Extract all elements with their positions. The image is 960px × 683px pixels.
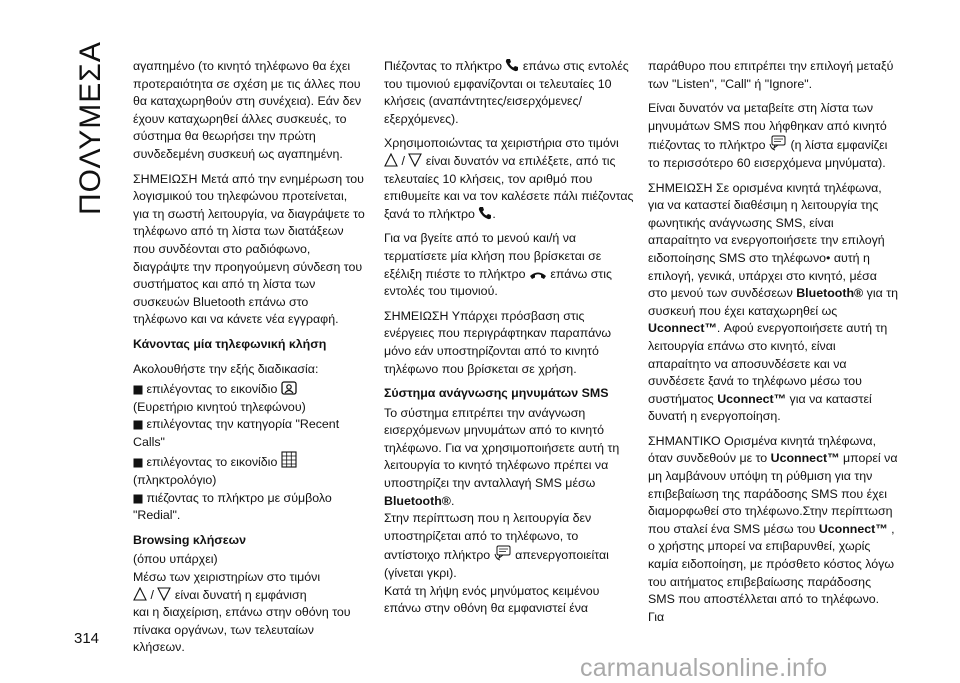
paragraph-sms-list: Είναι δυνατόν να μεταβείτε στη λίστα των μηνυμάτων SMS που λήφθηκαν από κινητό πιέζοντας το πλήκτρο (η λίστα εμφανίζει το περισσότερο 60 εισερχόμενα μηνύματα).: [648, 101, 888, 170]
step-redial: πιέζοντας το πλήκτρο με σύμβολο "Redial".: [133, 490, 332, 523]
step-keypad: επιλέγοντας το εικονίδιο (πληκτρολόγιο): [133, 451, 365, 489]
paragraph-sms-received: Κατά τη λήψη ενός μηνύματος κειμένου επάνω στην οθόνη θα εμφανιστεί ένα: [384, 583, 600, 616]
paragraph-exit-menu: Για να βγείτε από το μενού και/ή να τερματίσετε μία κλήση που βρίσκεται σε εξέλιξη πιέστε το πλήκτρο επάνω στις εντολές του τιμονιού.: [384, 231, 613, 299]
keypad-icon: [281, 451, 297, 468]
paragraph-sms-system: Το σύστημα επιτρέπει την ανάγνωση εισερχόμενων μηνυμάτων από το κινητό τηλέφωνο. Για να χρησιμοποιήσετε αυτή τη λειτουργία το κινητό τηλέφωνο πρέπει να υποστηρίζει την ανταλλαγή SMS μέσω Bluetooth®.: [384, 405, 620, 508]
arrow-down-icon: [408, 153, 422, 167]
paragraph-select-call: Χρησιμοποιώντας τα χειριστήρια στο τιμόνι / είναι δυνατόν να επιλέξετε, από τις τελευταίες 10 κλήσεις, τον αριθμό που επιθυμείτε και να τον καλέσετε πάλι πιέζοντας ξανά το πλήκτρο .: [384, 136, 634, 221]
phonebook-icon: [281, 380, 297, 395]
phone-call-icon: [478, 206, 492, 220]
heading-making-call: Κάνοντας μία τηλεφωνική κλήση: [133, 336, 327, 351]
important-delivery-receipt: ΣΗΜΑΝΤΙΚΟ Ορισμένα κινητά τηλέφωνα, όταν συνδεθούν με το Uconnect™ μπορεί να μη λαμβάνουν υπόψη τη ρύθμιση για την επιβεβαίωση της παράδοσης SMS που έχει διαμορφωθεί στο τηλέφωνο.Στην περίπτωση που σταλεί ένα SMS μέσω του Uconnect™ , ο χρήστης μπορεί να επιβαρυνθεί, χωρίς καμία ειδοποίηση, με πρόσθετο κόστος λόγω του αιτήματος επιβεβαίωσης παράδοσης SMS που αποστέλλεται από το τηλέφωνο. Για: [648, 433, 898, 624]
side-section-title: ΠΟΛΥΜΕΣΑ: [74, 41, 107, 215]
paragraph-sms-options: παράθυρο που επιτρέπει την επιλογή μεταξύ των "Listen", "Call" ή "Ignore".: [648, 59, 894, 91]
step-phonebook: επιλέγοντας το εικονίδιο (Ευρετήριο κινητού τηλεφώνου): [133, 382, 306, 414]
square-bullet-icon: [133, 494, 143, 504]
paragraph-browsing: (όπου υπάρχει) Μέσω των χειριστηρίων στο τιμόνι / είναι δυνατή η εμφάνιση και η διαχείριση, επάνω στην οθόνη του πίνακα οργάνων, των τελευταίων κλήσεων.: [133, 552, 351, 655]
step-recent-calls: επιλέγοντας την κατηγορία "Recent Calls": [133, 417, 340, 449]
hang-up-icon: [529, 270, 547, 280]
heading-sms-reader: Σύστημα ανάγνωσης μηνυμάτων SMS: [384, 386, 609, 401]
page-number: 314: [74, 630, 100, 647]
watermark: carmanualsonline.info: [580, 654, 828, 682]
note-access-actions: ΣΗΜΕΙΩΣΗ Υπάρχει πρόσβαση στις ενέργειες που περιγράφτηκαν παραπάνω μόνο εάν υποστηρίζονται από το κινητό τηλέφωνο που βρίσκεται σε χρήση.: [384, 308, 612, 376]
paragraph-procedure: Ακολουθήστε την εξής διαδικασία:: [133, 361, 319, 376]
phone-call-icon: [505, 58, 519, 72]
arrow-up-icon: [384, 153, 398, 167]
column-3: [648, 58, 898, 633]
sms-message-icon: [494, 545, 512, 561]
arrow-down-icon: [157, 587, 171, 601]
note-software-update: ΣΗΜΕΙΩΣΗ Μετά από την ενημέρωση του λογισμικού του τηλεφώνου προτείνεται, για τη σωστή λειτουργία, να διαγράψετε το τηλέφωνο από τη λίστα των διατάξεων που συνδέονται στο ραδιόφωνο, διαγράψτε την προηγούμενη σύνδεση του συστήματος και από τη λίστα των συσκευών Bluetooth επάνω στο τηλέφωνο και να κάνετε νέα εγγραφή.: [133, 171, 365, 327]
square-bullet-icon: [133, 458, 143, 468]
sms-message-icon: [769, 135, 787, 151]
heading-browsing-calls: Browsing κλήσεων: [133, 532, 246, 547]
arrow-up-icon: [133, 587, 147, 601]
column-1: [133, 58, 365, 664]
column-2: [384, 58, 634, 625]
note-sms-notification: ΣΗΜΕΙΩΣΗ Σε ορισμένα κινητά τηλέφωνα, για να καταστεί διαθέσιμη η λειτουργία της φωνητικής ανάγνωσης SMS, είναι απαραίτητο να ενεργοποιήσετε την επιλογή ειδοποίησης SMS στο τηλέφωνο• αυτή η επιλογή, γενικά, υπάρχει στο κινητό, μέσα στο μενού των συνδέσεων Bluetooth® για τη συσκευή που έχει καταχωρηθεί ως Uconnect™. Αφού ενεργοποιήσετε αυτή τη λειτουργία επάνω στο κινητό, είναι απαραίτητο να αποσυνδέσετε και να συνδέσετε ξανά το τηλέφωνο μέσω του συστήματος Uconnect™ για να καταστεί δυνατή η ενεργοποίηση.: [648, 180, 898, 424]
square-bullet-icon: [133, 420, 143, 430]
paragraph-last-calls: Πιέζοντας το πλήκτρο επάνω στις εντολές του τιμονιού εμφανίζονται οι τελευταίες 10 κλήσεις (αναπάντητες/εισερχόμενες/εξερχόμενες).: [384, 59, 629, 126]
paragraph-favourite: αγαπημένο (το κινητό τηλέφωνο θα έχει προτεραιότητα σε σχέση με τις άλλες που θα καταχωρηθούν στη συνέχεια). Εάν δεν έχουν καταχωρηθεί άλλες συσκευές, το σύστημα θα θεωρήσει την πρώτη συνδεδεμένη συσκευή ως αγαπημένη.: [133, 59, 362, 161]
paragraph-sms-unsupported: Στην περίπτωση που η λειτουργία δεν υποστηρίζεται από το τηλέφωνο, το αντίστοιχο πλήκτρο απενεργοποιείται (γίνεται γκρι).: [384, 511, 609, 581]
square-bullet-icon: [133, 385, 143, 395]
